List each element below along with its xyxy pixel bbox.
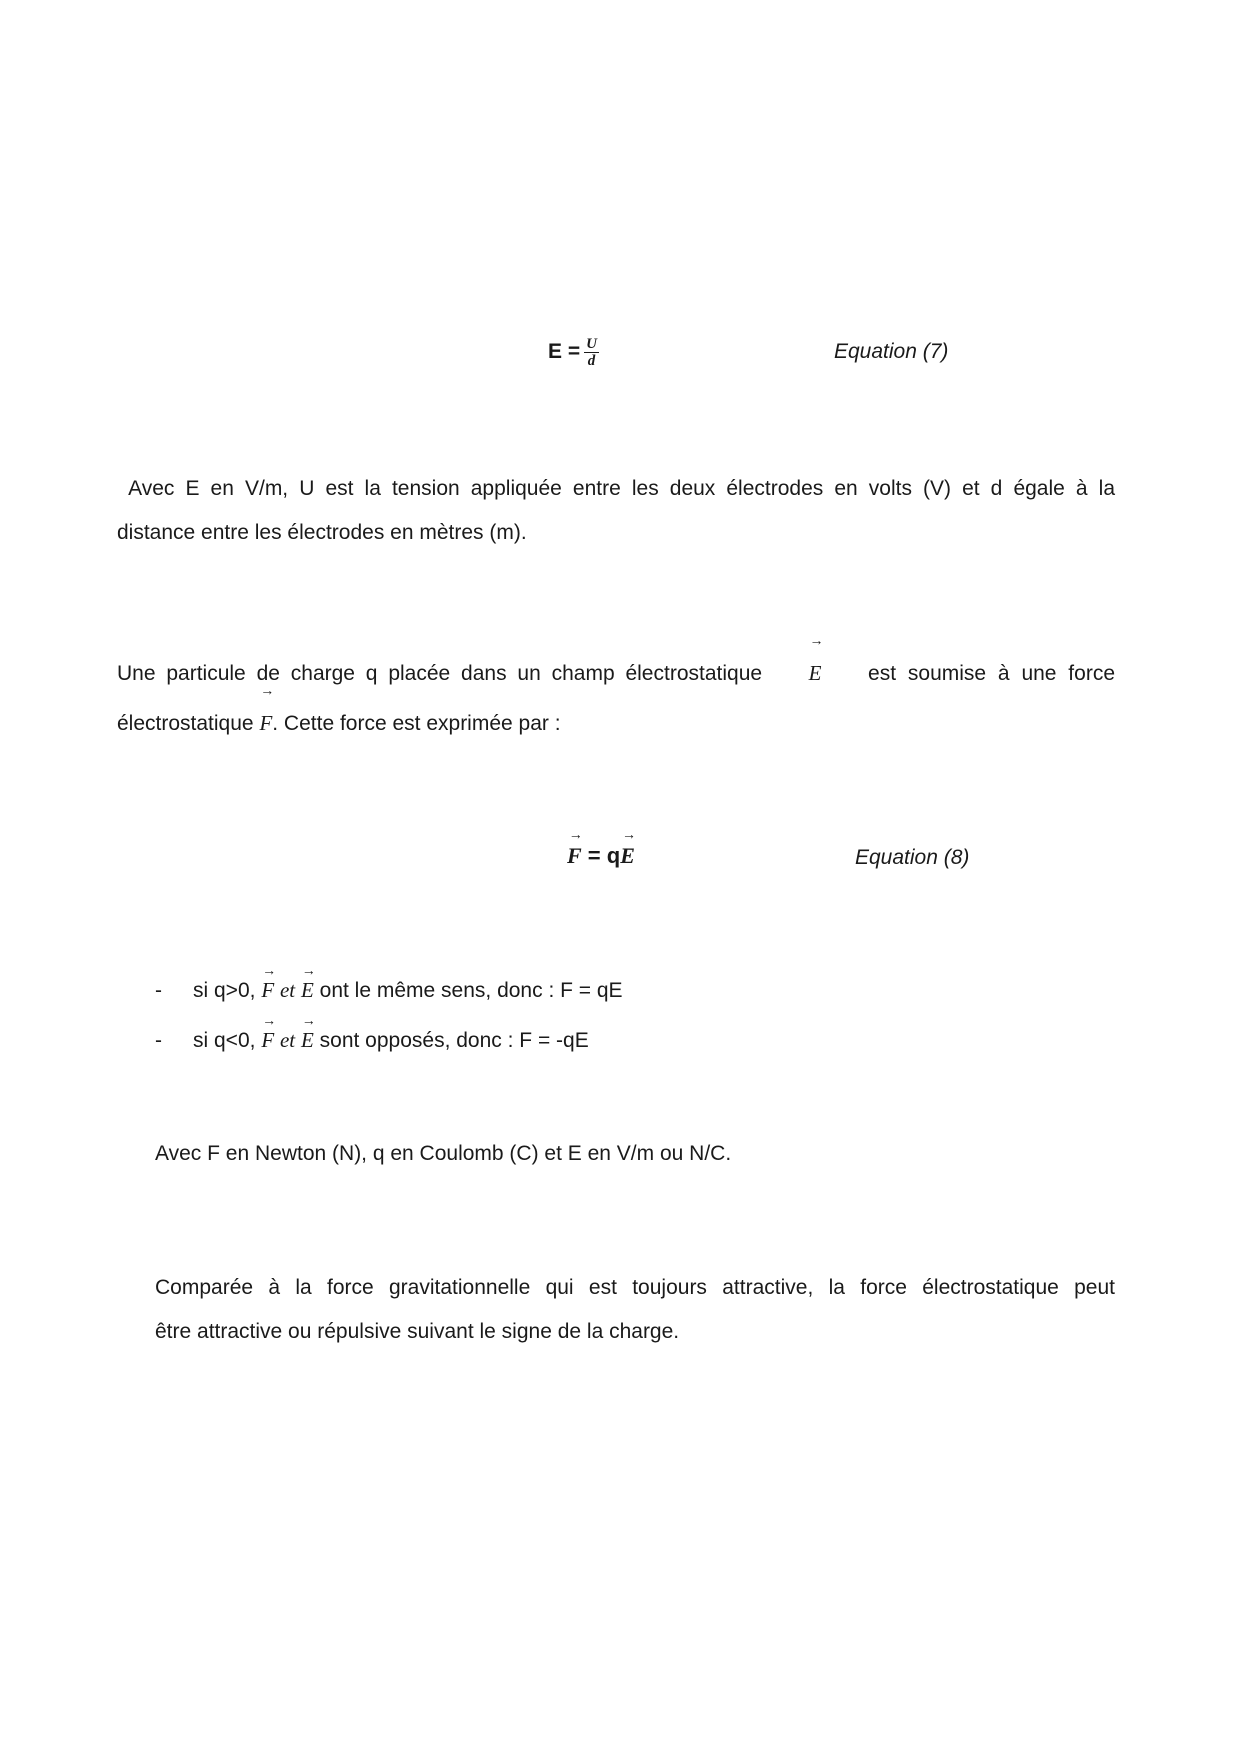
paragraph-units-field	[117, 467, 1115, 555]
equation-8	[567, 843, 635, 869]
equation-7	[548, 332, 599, 372]
paragraph-2-part-2: est soumise à une force	[868, 662, 1115, 685]
paragraph-3-line-2: être attractive ou répulsive suivant le signe de la charge.	[155, 1320, 680, 1343]
bullet-prefix: si q<0,	[193, 1029, 256, 1052]
bullet-vector-f: → F	[261, 1028, 274, 1053]
bullet-vector-e: → E	[301, 1028, 314, 1053]
paragraph-2-part-3: électrostatique	[117, 712, 254, 735]
bullet-list	[155, 978, 623, 1078]
bullet-et: et	[279, 1028, 296, 1052]
paragraph-3-line-1: Comparée à la force gravitationnelle qui est toujours attractive, la force électrostatique peut	[155, 1276, 1115, 1299]
bullet-et: et	[279, 978, 296, 1002]
units-line: Avec F en Newton (N), q en Coulomb (C) et E en V/m ou N/C.	[155, 1142, 732, 1165]
bullet-suffix: sont opposés, donc : F = -qE	[319, 1029, 589, 1052]
equation-7-label: Equation (7)	[834, 340, 949, 363]
paragraph-particle-force	[117, 648, 1115, 748]
paragraph-2-line-2	[117, 698, 1115, 748]
bullet-vector-f: → F	[261, 978, 274, 1003]
vector-e-symbol: → E	[809, 648, 822, 698]
bullet-dash: -	[155, 1029, 162, 1052]
bullet-prefix: si q>0,	[193, 979, 256, 1002]
paragraph-1-line-2: distance entre les électrodes en mètres (m).	[117, 521, 527, 544]
list-item	[155, 978, 623, 1028]
bullet-dash: -	[155, 979, 162, 1002]
bullet-suffix: ont le même sens, donc : F = qE	[319, 979, 623, 1002]
equation-8-middle: = q	[581, 843, 621, 868]
equation-7-denominator: d	[587, 352, 596, 369]
bullet-vector-e: → E	[301, 978, 314, 1003]
equation-7-lhs: E =	[548, 340, 581, 363]
equation-7-numerator: U	[586, 335, 597, 352]
equation-7-fraction	[584, 336, 599, 369]
list-item	[155, 1028, 623, 1078]
paragraph-2-part-1: Une particule de charge q placée dans un champ électrostatique	[117, 662, 763, 685]
equation-8-vector-e: → E	[620, 843, 635, 869]
paragraph-1-line-1: Avec E en V/m, U est la tension appliquée entre les deux électrodes en volts (V) et d égale à la	[117, 477, 1115, 500]
vector-f-symbol: → F	[259, 698, 272, 748]
equation-8-label: Equation (8)	[855, 846, 970, 869]
equation-8-vector-f: → F	[567, 843, 582, 869]
paragraph-2-part-4: . Cette force est exprimée par :	[272, 712, 561, 735]
paragraph-comparison	[155, 1266, 1115, 1354]
